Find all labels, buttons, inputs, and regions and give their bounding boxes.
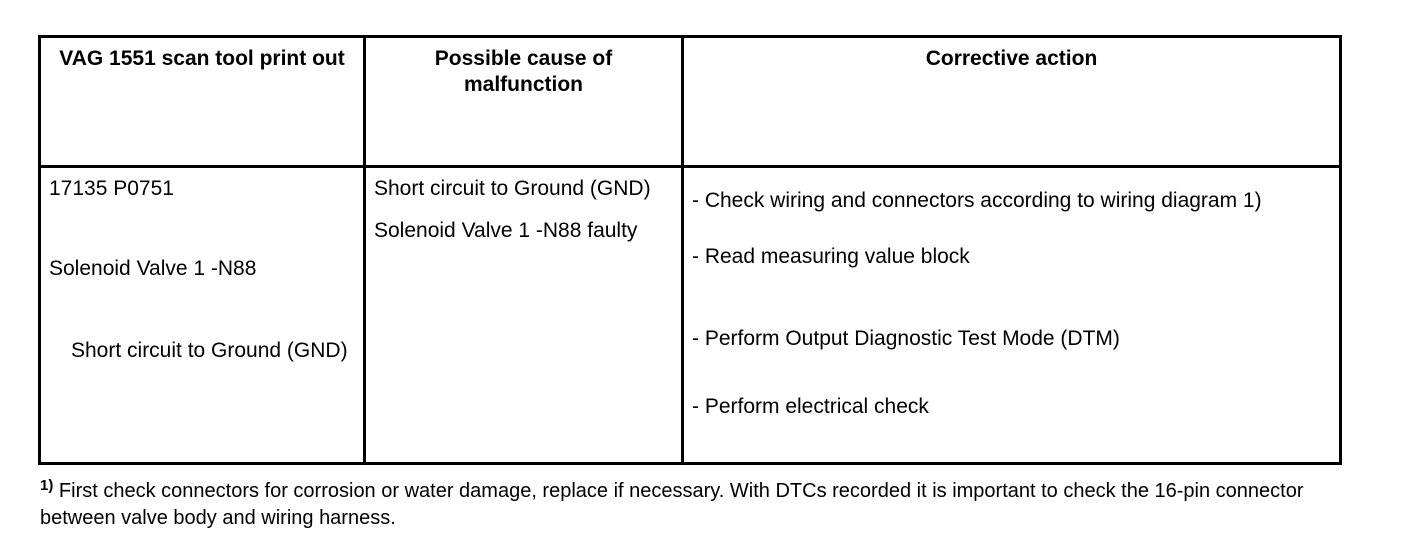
table-row	[40, 167, 1341, 464]
header-possible-cause: Possible cause of malfunction	[365, 37, 683, 167]
action-cell	[683, 167, 1341, 464]
cause-cell	[365, 167, 683, 464]
header-scan-tool-printout: VAG 1551 scan tool print out	[40, 37, 365, 167]
printout-cell	[40, 167, 365, 464]
footnote-text: First check connectors for corrosion or water damage, replace if necessary. With DTCs recorded it is important to check the 16-pin connector between valve body and wiring harness.	[40, 480, 1304, 529]
dtc-table	[38, 35, 1342, 465]
dtc-code: 17135 P0751	[49, 177, 174, 200]
action-item: - Perform Output Diagnostic Test Mode (DTM)	[692, 327, 1120, 350]
footnote	[40, 478, 1360, 532]
action-item: - Perform electrical check	[692, 395, 929, 418]
header-corrective-action: Corrective action	[683, 37, 1341, 167]
cause-item: Solenoid Valve 1 -N88 faulty	[374, 219, 638, 242]
cause-item: Short circuit to Ground (GND)	[374, 177, 651, 200]
table-header-row	[40, 37, 1341, 167]
fault-condition: Short circuit to Ground (GND)	[71, 339, 348, 362]
action-item: - Read measuring value block	[692, 245, 970, 268]
footnote-marker: 1)	[40, 477, 54, 494]
component-name: Solenoid Valve 1 -N88	[49, 257, 257, 280]
action-item: - Check wiring and connectors according to wiring diagram 1)	[692, 189, 1262, 212]
